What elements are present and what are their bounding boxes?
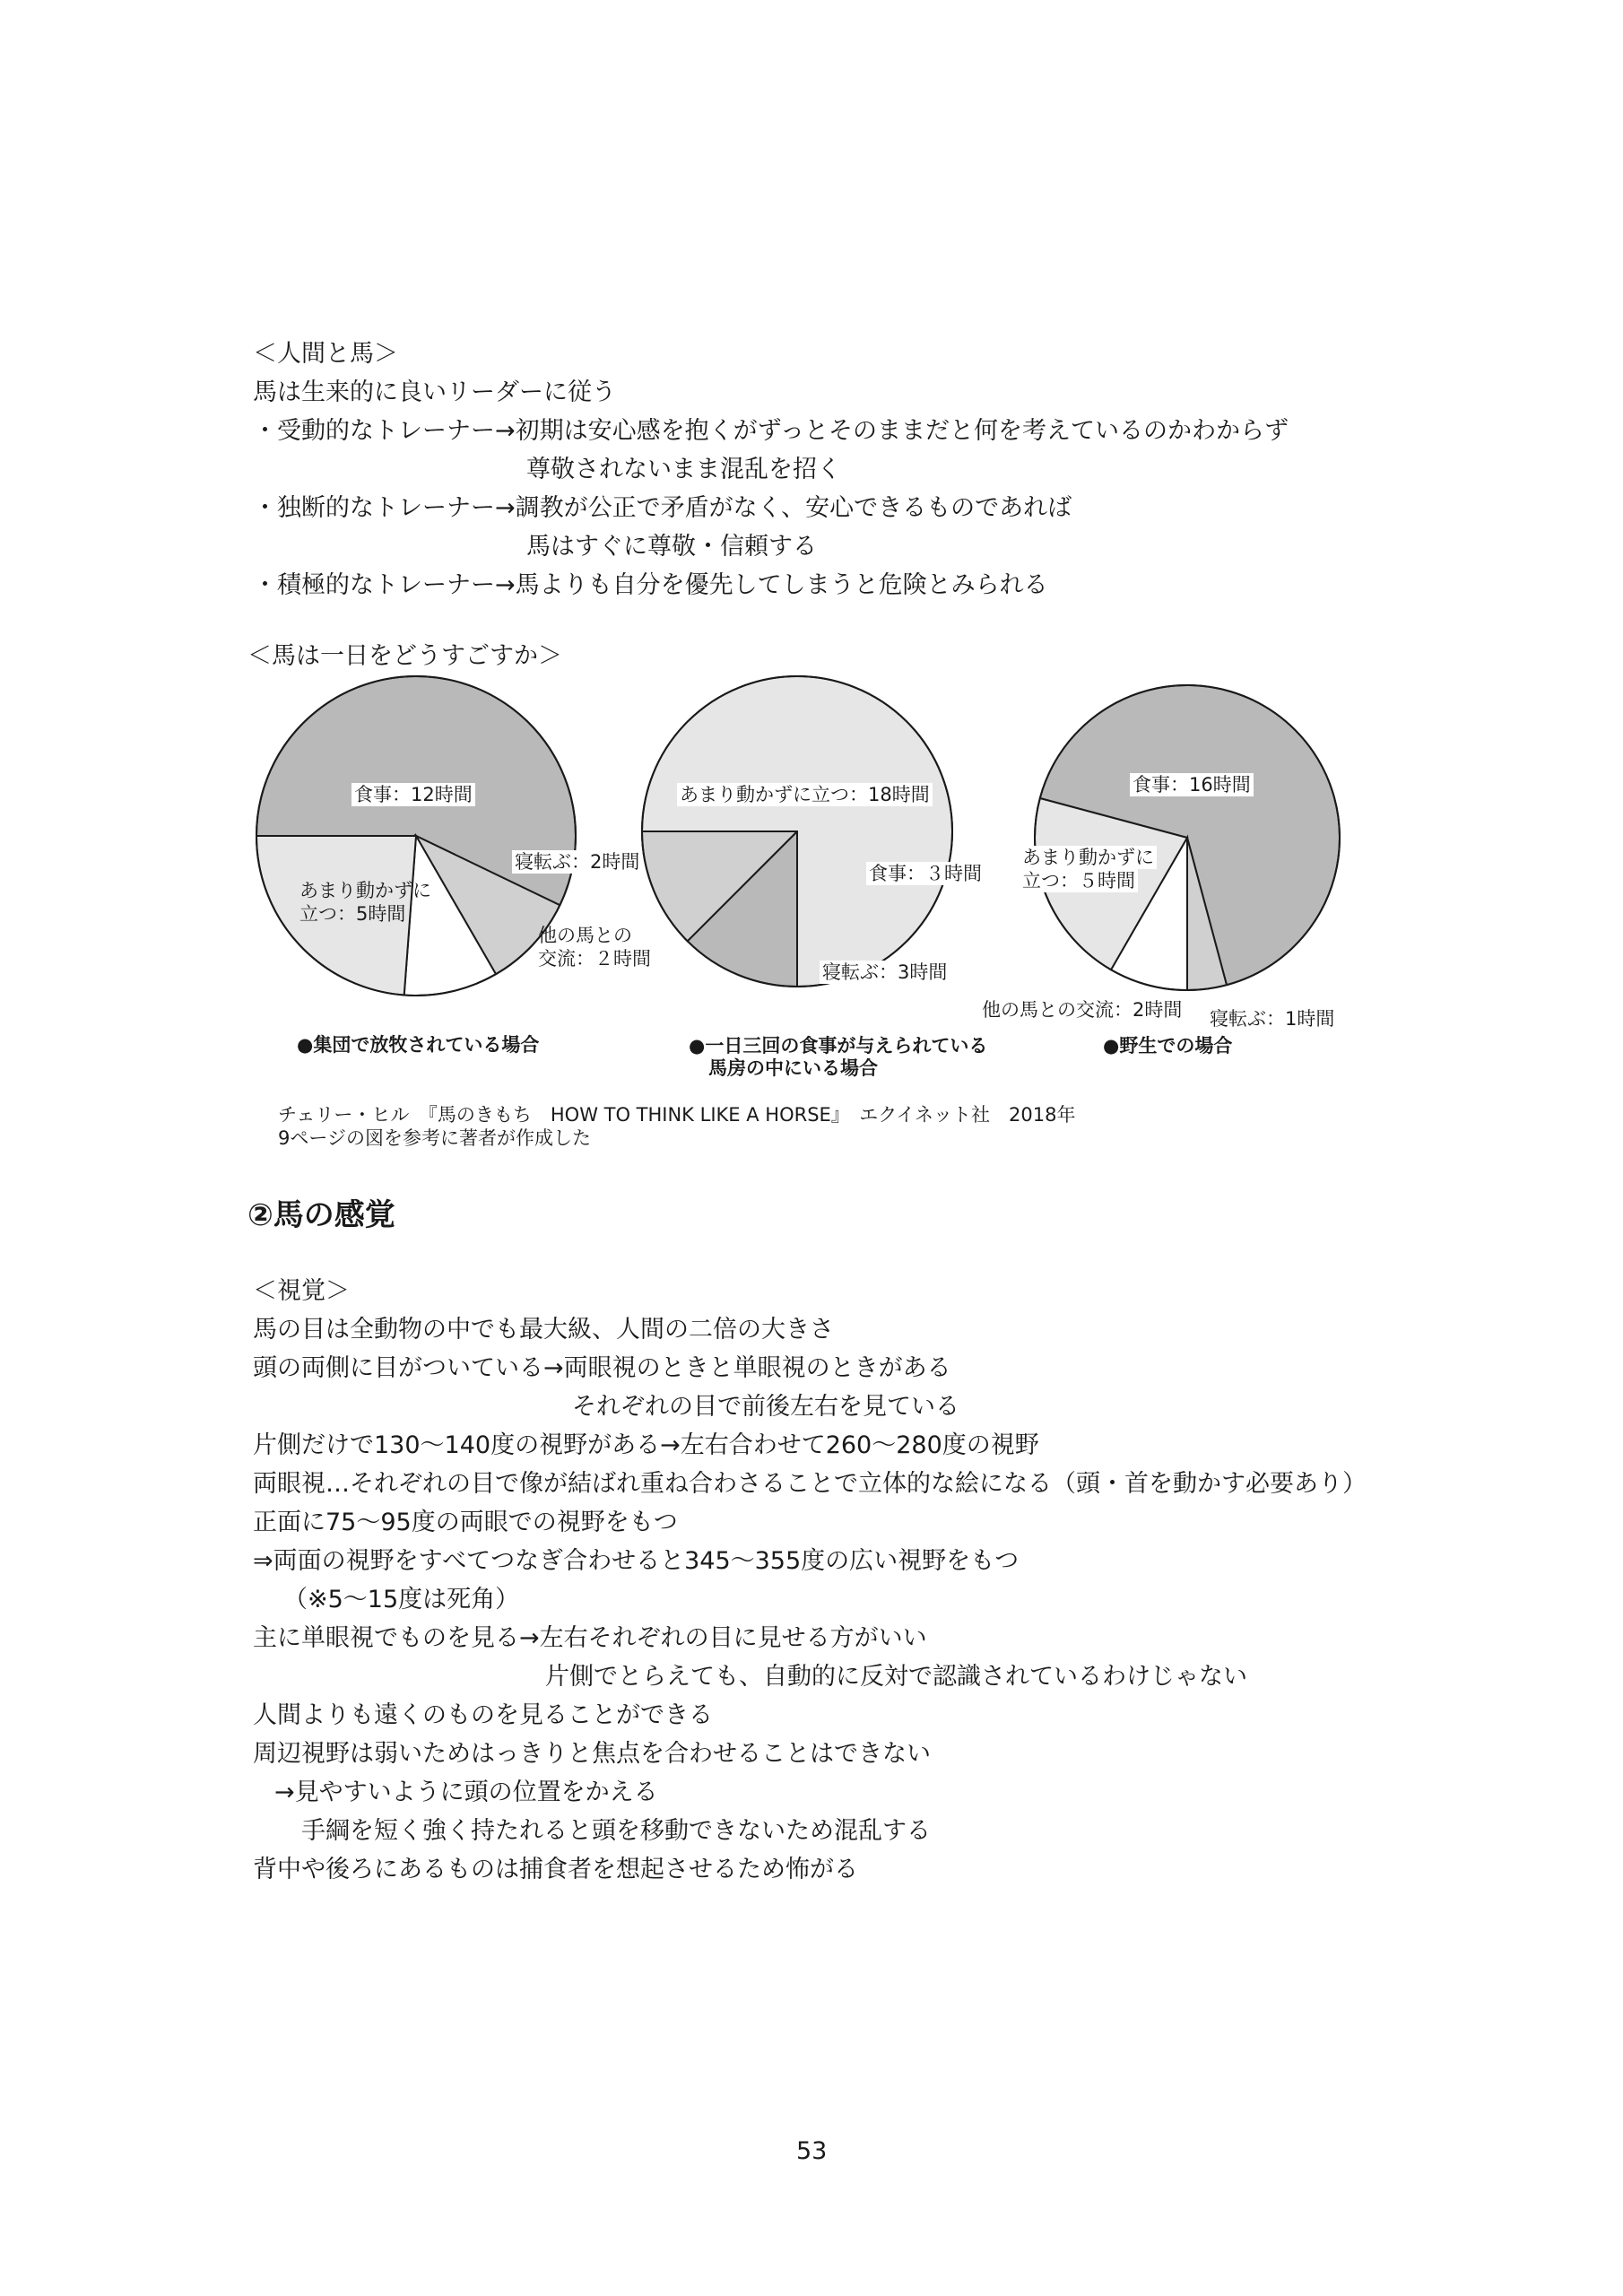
vision-line: （※5～15度は死角） [283,1586,520,1613]
vision-line: 正面に75～95度の両眼での視野をもつ [253,1509,678,1536]
vision-line: 片側だけで130～140度の視野がある→左右合わせて260～280度の視野 [253,1431,1039,1459]
pie3-label-stand-2: 立つ：５時間 [1020,869,1138,892]
pie1-label-stand-1: あまり動かずに [299,880,431,901]
pie-chart-group-pasture [255,674,577,997]
trainer-dictatorial: ・独断的なトレーナー→調教が公正で矛盾がなく、安心できるものであれば [253,494,1072,522]
pie2-label-eat: 食事：３時間 [866,862,985,885]
pie3-label-lie: 寝転ぶ：1時間 [1210,1008,1335,1030]
pie2-caption-2: 馬房の中にいる場合 [708,1057,878,1079]
vision-line: 両眼視…それぞれの目で像が結ばれ重ね合わさることで立体的な絵になる（頭・首を動かす必要あり） [253,1470,1367,1498]
vision-line: 手綱を短く強く持たれると頭を移動できないため混乱する [301,1817,931,1845]
pie1-label-stand-2: 立つ：5時間 [299,903,406,925]
vision-line: 人間よりも遠くのものを見ることができる [253,1701,713,1729]
citation-line-1: チェリー・ヒル 『馬のきもち HOW TO THINK LIKE A HORSE』 エクイネット社 2018年 [278,1104,1076,1126]
vision-line: 背中や後ろにあるものは捕食者を想起させるため怖がる [253,1856,858,1883]
pie3-label-stand-1: あまり動かずに [1020,846,1157,869]
vision-line: ⇒両面の視野をすべてつなぎ合わせると345～355度の広い視野をもつ [253,1547,1020,1575]
vision-line: →見やすいように頭の位置をかえる [274,1779,658,1806]
vision-line: それぞれの目で前後左右を見ている [572,1393,959,1421]
vision-line: 馬の目は全動物の中でも最大級、人間の二倍の大きさ [253,1316,834,1344]
page-number: 53 [796,2137,828,2165]
pie1-label-social-1: 他の馬との [538,925,632,946]
pie2-label-lie: 寝転ぶ：3時間 [820,961,950,984]
pie3-label-eat: 食事：16時間 [1130,773,1254,796]
pie-chart-stable [640,674,954,988]
pie1-label-eat: 食事：12時間 [352,783,475,806]
subtitle-vision: ＜視覚＞ [253,1277,350,1305]
pie1-label-lie: 寝転ぶ：2時間 [512,850,642,874]
section-title-human-horse: ＜人間と馬＞ [253,340,398,368]
lead-text: 馬は生来的に良いリーダーに従う [253,378,616,406]
vision-line: 片側でとらえても、自動的に反対で認識されているわけじゃない [545,1663,1247,1691]
vision-line: 周辺視野は弱いためはっきりと焦点を合わせることはできない [253,1740,931,1768]
trainer-passive-cont: 尊敬されないまま混乱を招く [526,456,841,483]
vision-line: 主に単眼視でものを見る→左右それぞれの目に見せる方がいい [253,1624,927,1652]
trainer-dictatorial-cont: 馬はすぐに尊敬・信頼する [526,533,817,561]
citation-line-2: 9ページの図を参考に著者が作成した [278,1127,591,1149]
pie2-label-stand: あまり動かずに立つ：18時間 [677,783,933,806]
pie-chart-wild [1033,683,1341,992]
pie1-caption: ●集団で放牧されている場合 [297,1034,540,1056]
section-heading-horse-senses: ②馬の感覚 [247,1197,395,1233]
pie3-label-social: 他の馬との交流：2時間 [982,999,1183,1021]
vision-line: 頭の両側に目がついている→両眼視のときと単眼視のときがある [253,1354,951,1382]
pie2-caption-1: ●一日三回の食事が与えられている [689,1035,988,1057]
pie3-caption: ●野生での場合 [1103,1035,1233,1057]
pie1-label-social-2: 交流：２時間 [538,948,651,970]
trainer-aggressive: ・積極的なトレーナー→馬よりも自分を優先してしまうと危険とみられる [253,571,1048,599]
chart-section-title: ＜馬は一日をどうすごすか＞ [247,642,562,670]
trainer-passive: ・受動的なトレーナー→初期は安心感を抱くがずっとそのままだと何を考えているのかわからず [253,417,1289,445]
